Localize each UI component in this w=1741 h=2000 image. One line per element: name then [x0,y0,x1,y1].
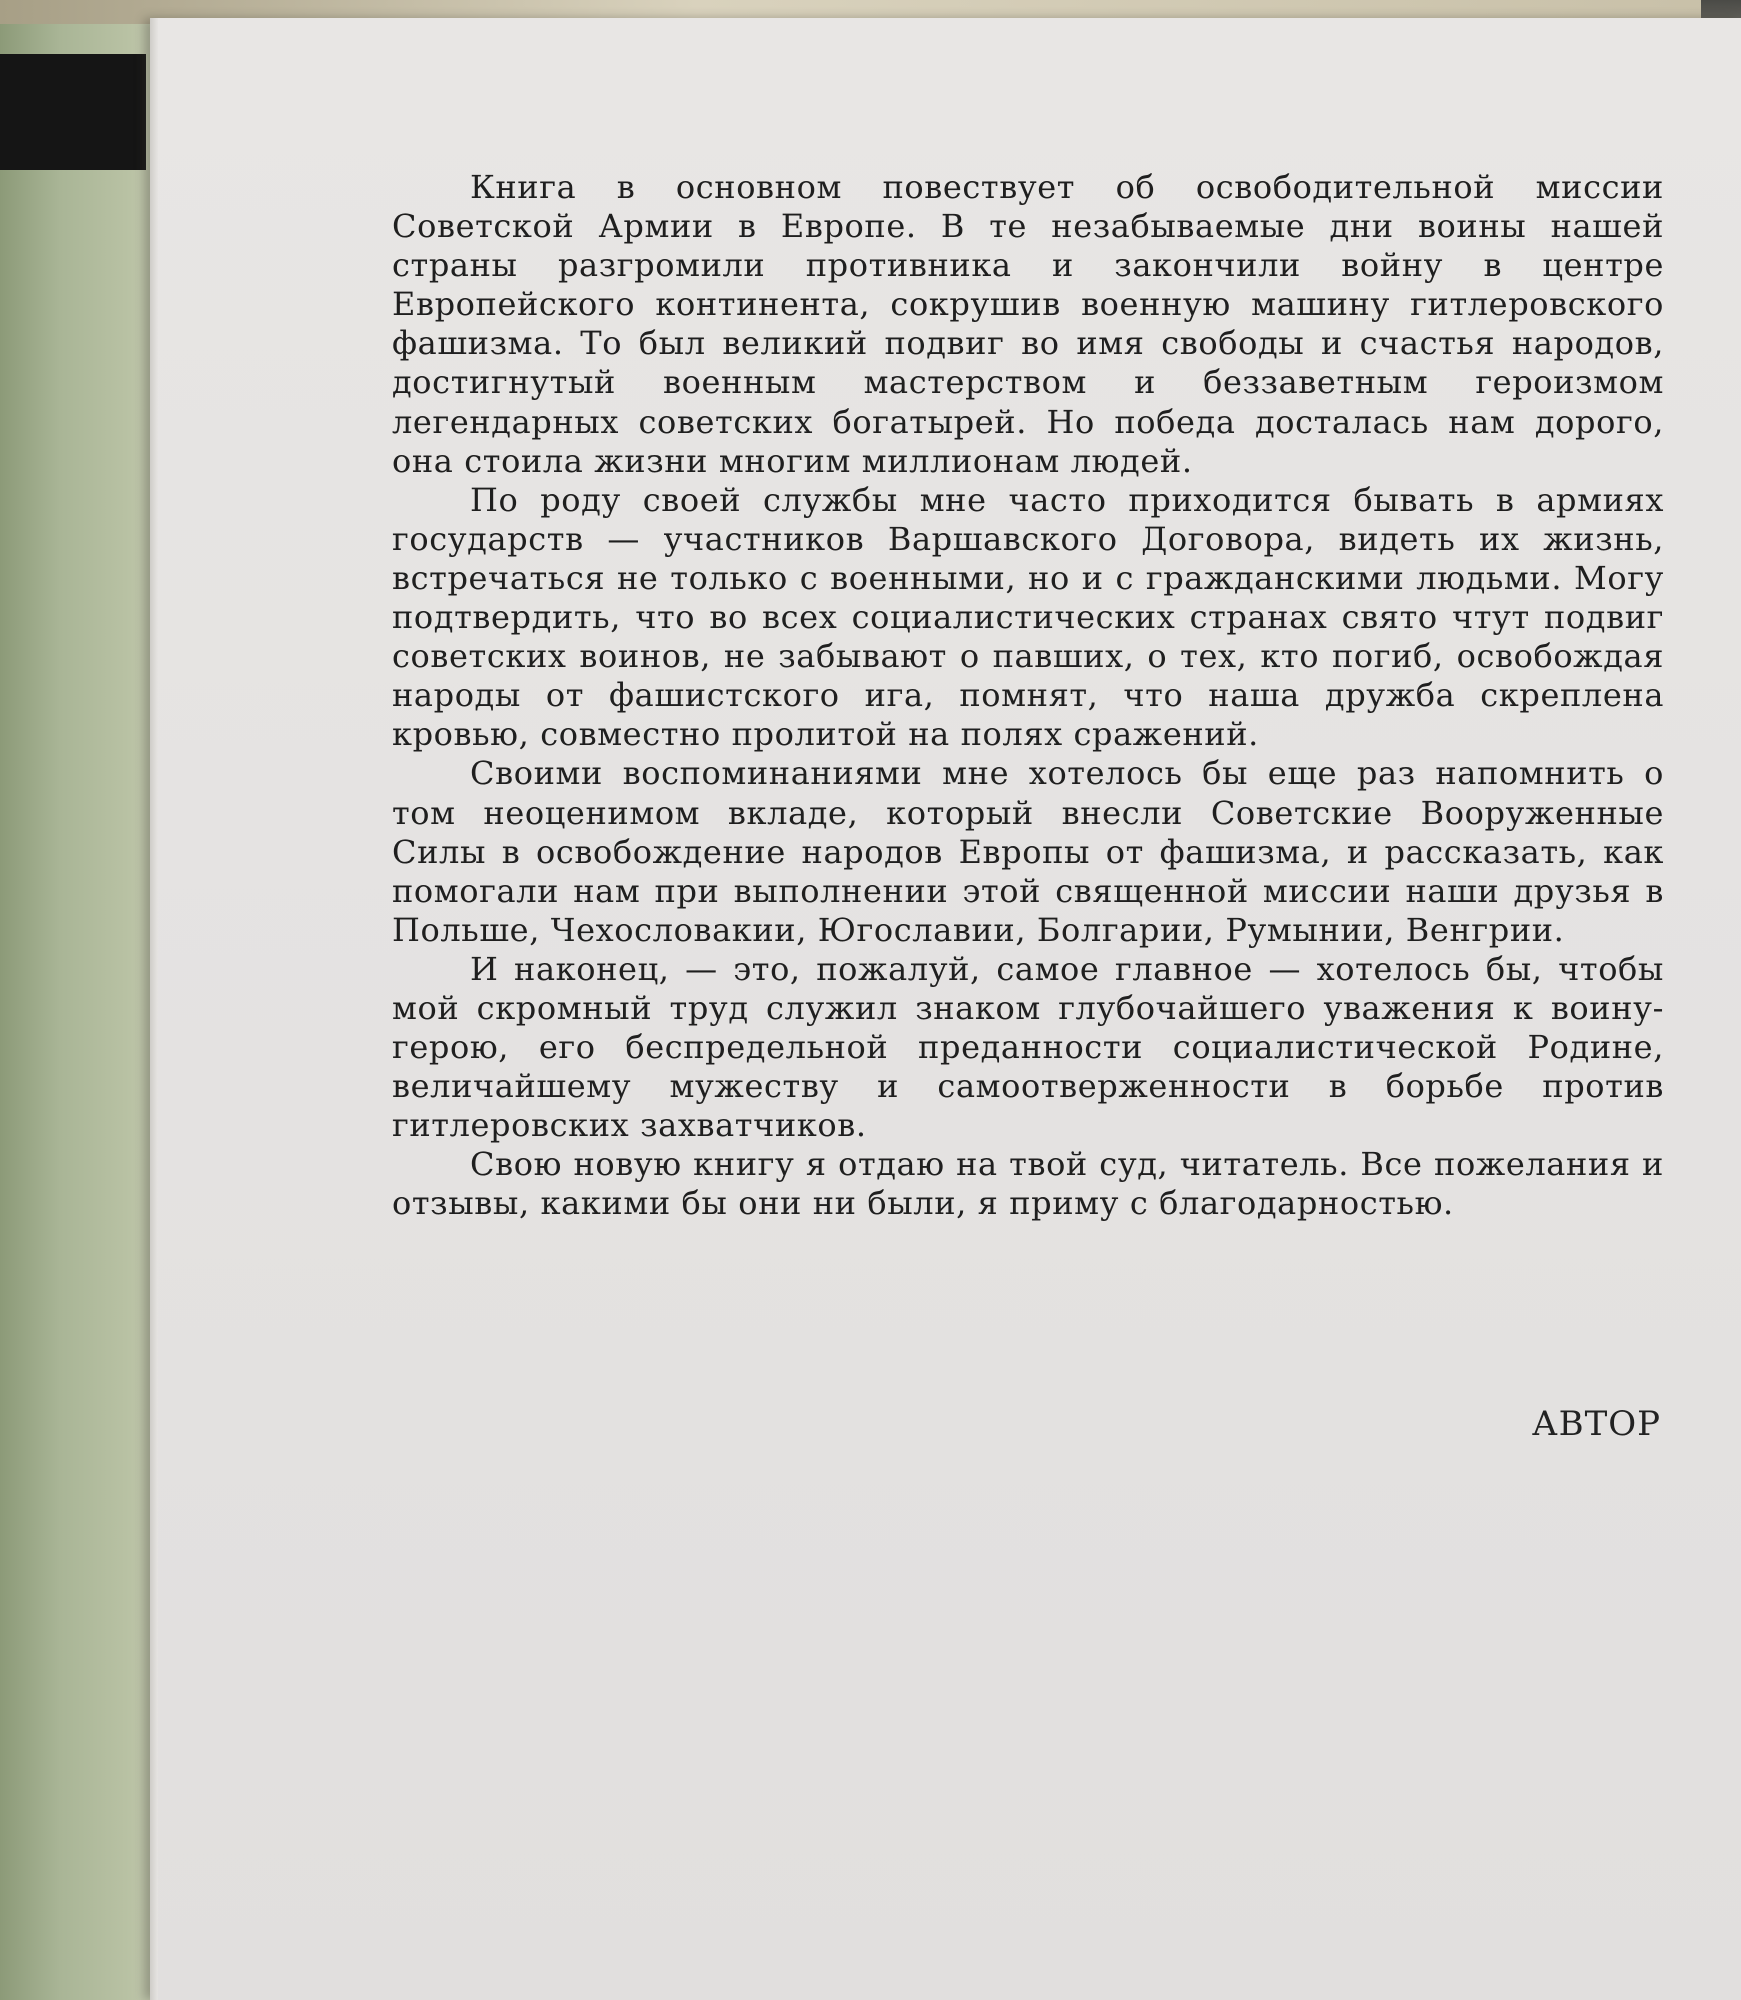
body-text [392,168,1664,1224]
paragraph-4: И наконец, — это, пожалуй, самое главное — хотелось бы, чтобы мой скромный труд служил знаком глубочайшего уважения к воину-герою, его беспредельной преданности социалистической Родине, величайшему мужеству и самоотверженности в борьбе против гитлеровских захватчиков. [392,949,1664,1145]
author-signature: АВТОР [1531,1404,1661,1444]
page-edge [150,18,158,2000]
black-tab [0,54,146,170]
paragraph-5: Свою новую книгу я отдаю на твой суд, читатель. Все пожелания и отзывы, какими бы они ни были, я приму с благодарностью. [392,1145,1664,1223]
paragraph-2: По роду своей службы мне часто приходится бывать в армиях государств — участников Варшавского Договора, видеть их жизнь, встречаться не только с военными, но и с гражданскими людьми. Могу подтвердить, что во всех социалистических странах свято чтут подвиг советских воинов, не забывают о павших, о тех, кто погиб, освобождая народы от фашистского ига, помнят, что наша дружба скреплена кровью, совместно пролитой на полях сражений. [392,480,1664,754]
paragraph-3: Своими воспоминаниями мне хотелось бы еще раз напомнить о том неоценимом вкладе, который внесли Советские Вооруженные Силы в освобождение народов Европы от фашизма, и рассказать, как помогали нам при выполнении этой священной миссии наши друзья в Польше, Чехословакии, Югославии, Болгарии, Румынии, Венгрии. [392,754,1664,949]
paragraph-1: Книга в основном повествует об освободительной миссии Советской Армии в Европе. В те незабываемые дни воины нашей страны разгромили противника и закончили войну в центре Европейского континента, сокрушив военную машину гитлеровского фашизма. То был великий подвиг во имя свободы и счастья народов, достигнутый военным мастерством и беззаветным героизмом легендарных советских богатырей. Но победа досталась нам дорого, она стоила жизни многим миллионам людей. [392,168,1664,480]
